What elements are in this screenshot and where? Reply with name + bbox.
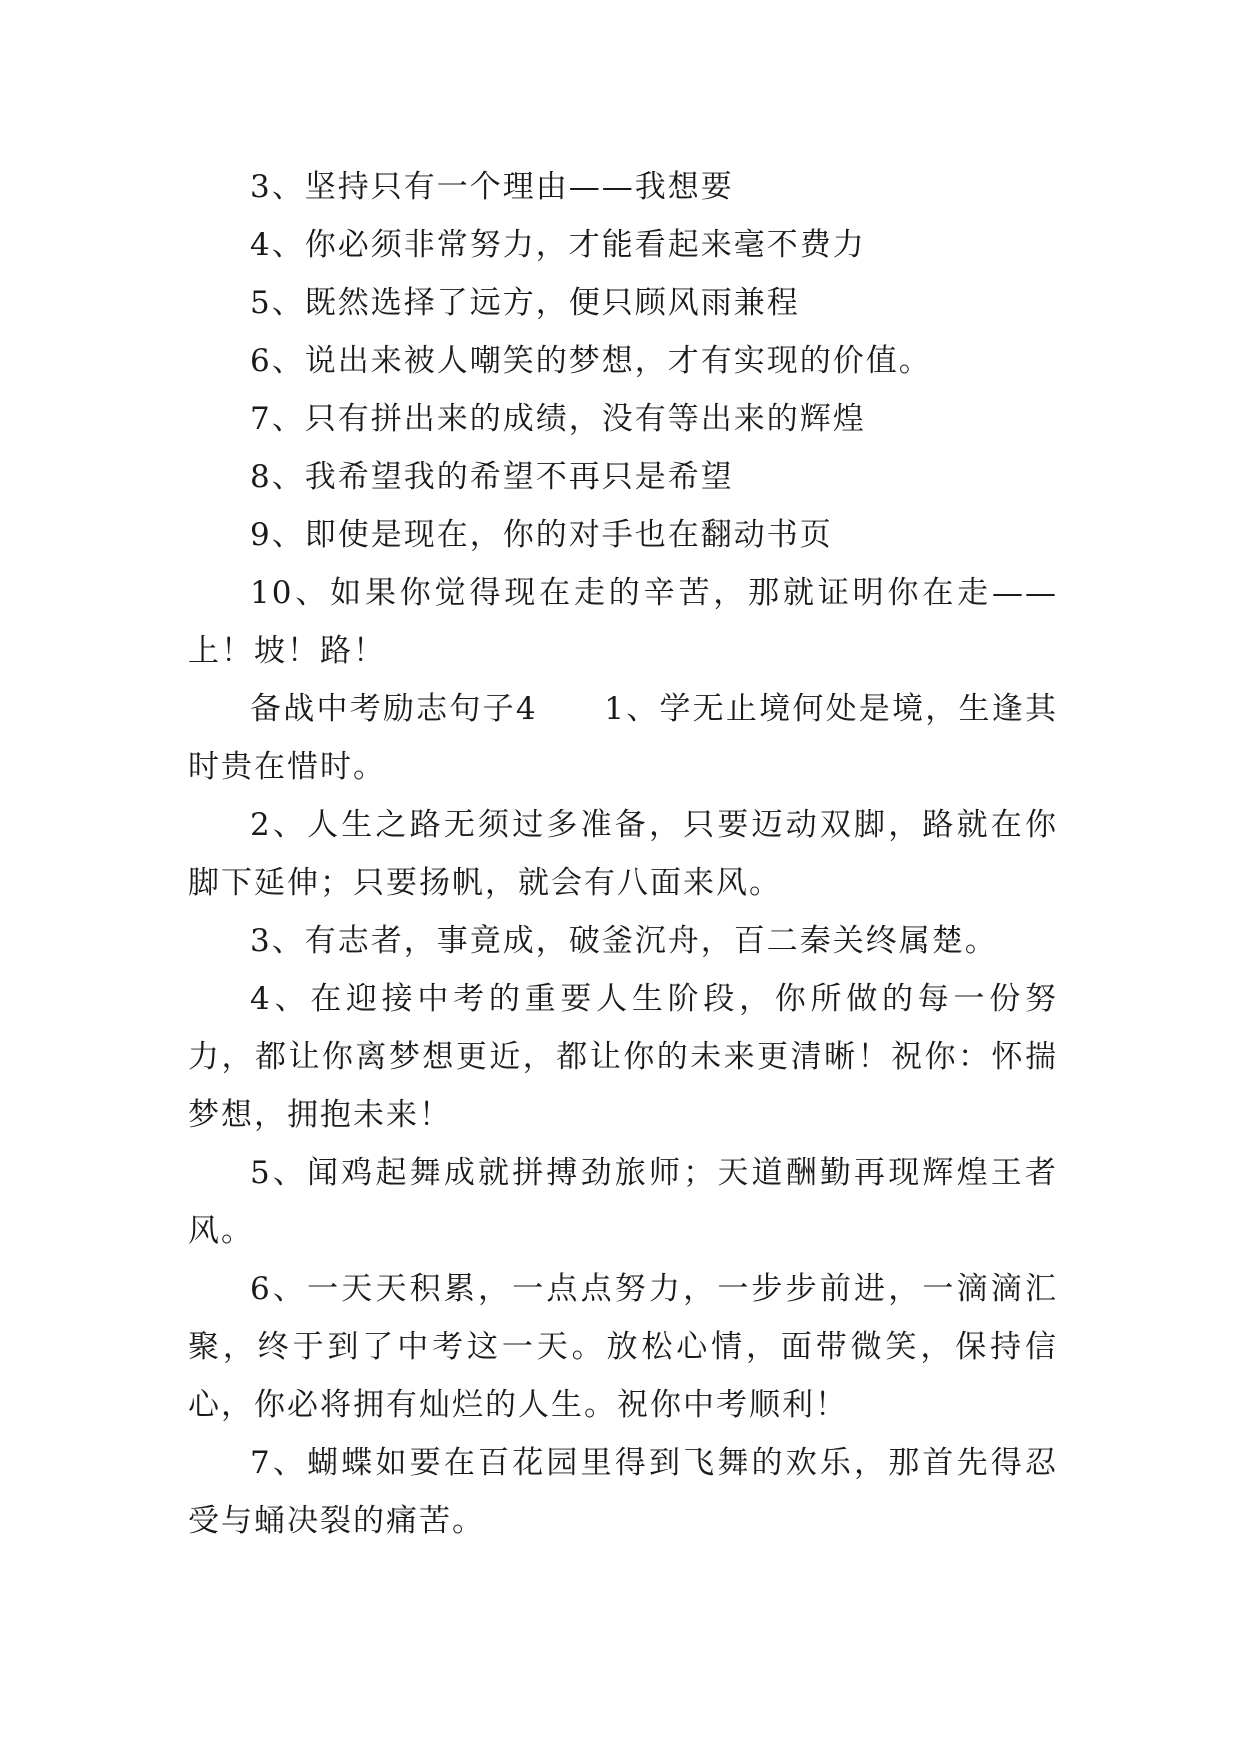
- section-heading-paragraph: 备战中考励志句子4 1、学无止境何处是境，生逢其时贵在惜时。: [188, 691, 1058, 785]
- paragraph: 6、说出来被人嘲笑的梦想，才有实现的价值。: [250, 343, 932, 379]
- paragraph: 9、即使是现在，你的对手也在翻动书页: [250, 517, 833, 553]
- paragraph: 5、既然选择了远方，便只顾风雨兼程: [250, 285, 800, 321]
- paragraph: 3、坚持只有一个理由——我想要: [250, 169, 734, 205]
- paragraph: 8、我希望我的希望不再只是希望: [250, 459, 734, 495]
- paragraph: 5、闻鸡起舞成就拼搏劲旅师；天道酬勤再现辉煌王者风。: [188, 1155, 1058, 1249]
- paragraph: 3、有志者，事竟成，破釜沉舟，百二秦关终属楚。: [250, 923, 998, 959]
- document-body: [188, 158, 1058, 1550]
- paragraph: 6、一天天积累，一点点努力，一步步前进，一滴滴汇聚，终于到了中考这一天。放松心情，面带微笑，保持信心，你必将拥有灿烂的人生。祝你中考顺利！: [188, 1271, 1058, 1423]
- paragraph: 4、在迎接中考的重要人生阶段，你所做的每一份努力，都让你离梦想更近，都让你的未来更清晰！祝你：怀揣梦想，拥抱未来！: [188, 981, 1058, 1133]
- paragraph: 7、蝴蝶如要在百花园里得到飞舞的欢乐，那首先得忍受与蛹决裂的痛苦。: [188, 1445, 1058, 1539]
- paragraph: 2、人生之路无须过多准备，只要迈动双脚，路就在你脚下延伸；只要扬帆，就会有八面来风。: [188, 807, 1058, 901]
- paragraph: 10、如果你觉得现在走的辛苦，那就证明你在走——上！坡！路！: [188, 575, 1058, 669]
- paragraph: 7、只有拼出来的成绩，没有等出来的辉煌: [250, 401, 866, 437]
- paragraph: 4、你必须非常努力，才能看起来毫不费力: [250, 227, 866, 263]
